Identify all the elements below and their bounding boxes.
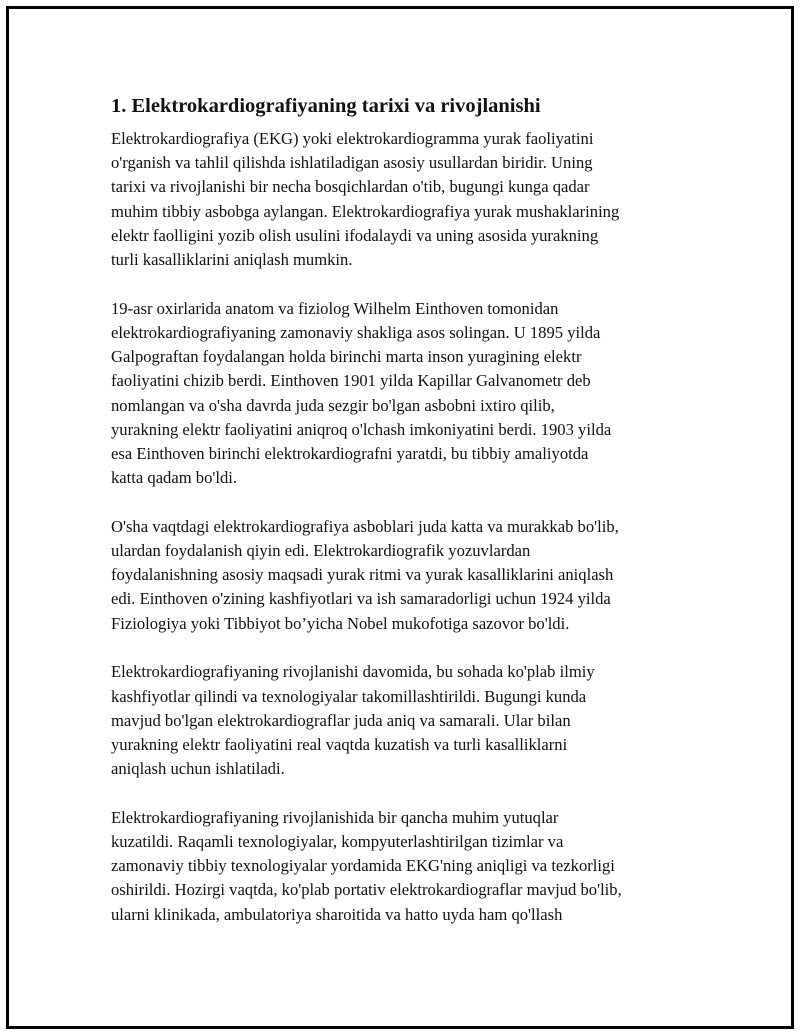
document-body — [111, 92, 701, 951]
text-line: ulardan foydalanish qiyin edi. Elektrokardiografik yozuvlardan — [111, 541, 531, 561]
text-line: O'sha vaqtdagi elektrokardiografiya asboblari juda katta va murakkab bo'lib, — [111, 516, 619, 536]
text-line: zamonaviy tibbiy texnologiyalar yordamida EKG'ning aniqligi va tezkorligi — [111, 856, 615, 876]
text-line: esa Einthoven birinchi elektrokardiografni yaratdi, bu tibbiy amaliyotda — [111, 443, 589, 463]
paragraph-intro — [111, 127, 701, 272]
text-line: yurakning elektr faoliyatini real vaqtda kuzatish va turli kasalliklarni — [111, 734, 568, 754]
text-line: oshirildi. Hozirgi vaqtda, ko'plab portativ elektrokardiograflar mavjud bo'lib, — [111, 880, 622, 900]
text-line: Elektrokardiografiyaning rivojlanishi davomida, bu sohada ko'plab ilmiy — [111, 662, 595, 682]
text-line: Elektrokardiografiya (EKG) yoki elektrokardiogramma yurak faoliyatini — [111, 129, 594, 148]
text-line: o'rganish va tahlil qilishda ishlatiladigan asosiy usullardan biridir. Uning — [111, 153, 593, 173]
text-line: foydalanishning asosiy maqsadi yurak ritmi va yurak kasalliklarini aniqlash — [111, 565, 614, 585]
text-line: katta qadam bo'ldi. — [111, 468, 238, 488]
paragraph-modern-development — [111, 660, 701, 781]
paragraph-early-devices — [111, 515, 701, 636]
text-line: Elektrokardiografiyaning rivojlanishida bir qancha muhim yutuqlar — [111, 807, 559, 827]
section-heading: 1. Elektrokardiografiyaning tarixi va rivojlanishi — [111, 95, 541, 117]
text-line: elektrokardiografiyaning zamonaviy shakliga asos solingan. U 1895 yilda — [111, 322, 601, 342]
text-line: mavjud bo'lgan elektrokardiograflar juda aniq va samarali. Ular bilan — [111, 710, 571, 730]
text-line: Galpograftan foydalangan holda birinchi marta inson yuragining elektr — [111, 347, 582, 367]
paragraph-einthoven-history — [111, 297, 701, 491]
text-line: edi. Einthoven o'zining kashfiyotlari va ish samaradorligi uchun 1924 yilda — [111, 589, 611, 609]
text-line: faoliyatini chizib berdi. Einthoven 1901 yilda Kapillar Galvanometr deb — [111, 371, 591, 391]
text-line: turli kasalliklarini aniqlash mumkin. — [111, 250, 353, 270]
paragraph-achievements — [111, 806, 701, 927]
text-line: nomlangan va o'sha davrda juda sezgir bo'lgan asbobni ixtiro qilib, — [111, 395, 555, 415]
text-line: tarixi va rivojlanishi bir necha bosqichlardan o'tib, bugungi kunga qadar — [111, 177, 590, 197]
text-line: kuzatildi. Raqamli texnologiyalar, kompyuterlashtirilgan tizimlar va — [111, 832, 564, 852]
text-line: muhim tibbiy asbobga aylangan. Elektrokardiografiya yurak mushaklarining — [111, 201, 620, 221]
text-line: Fiziologiya yoki Tibbiyot bo’yicha Nobel mukofotiga sazovor bo'ldi. — [111, 613, 570, 633]
text-line: elektr faolligini yozib olish usulini ifodalaydi va uning asosida yurakning — [111, 225, 599, 245]
text-line: kashfiyotlar qilindi va texnologiyalar takomillashtirildi. Bugungi kunda — [111, 686, 587, 706]
text-line: ularni klinikada, ambulatoriya sharoitida va hatto uyda ham qo'llash — [111, 904, 563, 924]
text-line: yurakning elektr faoliyatini aniqroq o'lchash imkoniyatini berdi. 1903 yilda — [111, 419, 612, 439]
text-line: aniqlash uchun ishlatiladi. — [111, 759, 285, 779]
text-line: 19-asr oxirlarida anatom va fiziolog Wilhelm Einthoven tomonidan — [111, 298, 559, 318]
